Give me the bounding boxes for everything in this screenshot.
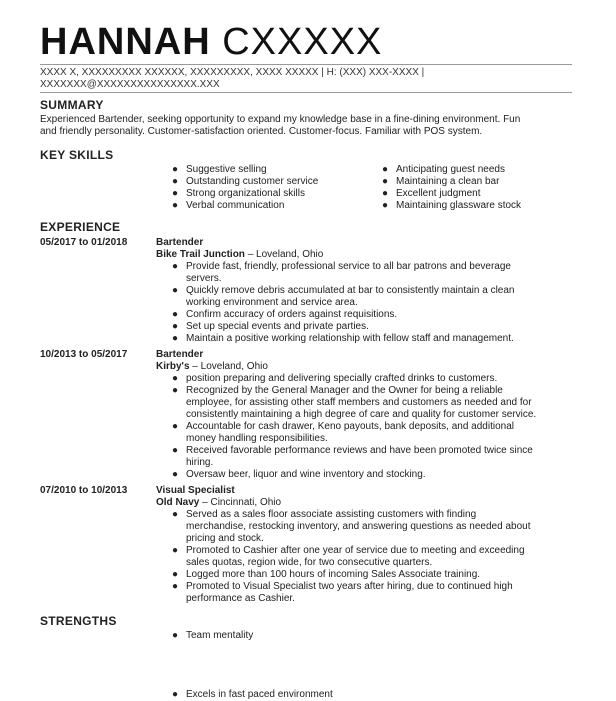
- strength-item: ● Team mentality: [172, 630, 254, 641]
- bullet-icon: ●: [172, 164, 179, 175]
- skill-item: ● Anticipating guest needs: [382, 164, 505, 175]
- job-bullet: ● Accountable for cash drawer, Keno payouts, bank deposits, and additional money handling responsibilities.: [172, 421, 514, 444]
- strengths-list: [172, 689, 572, 701]
- bullet-icon: ●: [172, 569, 179, 580]
- job-dates: 05/2017 to 01/2018: [40, 237, 128, 248]
- bullet-icon: ●: [172, 176, 179, 187]
- bullet-icon: ●: [172, 630, 179, 641]
- job-title: Bartender: [156, 349, 204, 360]
- bullet-icon: ●: [172, 545, 179, 556]
- contact-divider: [40, 92, 572, 93]
- job-employer: [156, 249, 323, 261]
- bullet-icon: ●: [172, 333, 179, 344]
- bullet-icon: ●: [382, 188, 389, 199]
- bullet-icon: ●: [382, 164, 389, 175]
- job-dates: 07/2010 to 10/2013: [40, 485, 128, 496]
- experience-heading: EXPERIENCE: [40, 220, 121, 234]
- job-bullet: ● Received favorable performance reviews and have been promoted twice since hiring.: [172, 445, 533, 468]
- summary-heading: SUMMARY: [40, 98, 104, 112]
- job-bullet: ● Provide fast, friendly, professional service to all bar patrons and beverage servers.: [172, 261, 511, 284]
- job-bullet: ● Oversaw beer, liquor and wine inventory and stocking.: [172, 469, 426, 480]
- job-bullet: ● Promoted to Cashier after one year of service due to meeting and exceeding sales quotas, region wide, for two consecutive quarters.: [172, 545, 525, 568]
- skill-item: ● Excellent judgment: [382, 188, 481, 199]
- bullet-icon: ●: [382, 200, 389, 211]
- job-bullets: [172, 261, 572, 345]
- summary-line: and friendly personality. Customer-satisfaction oriented. Customer-focus. Familiar with POS system.: [40, 126, 483, 137]
- job-employer: [156, 497, 281, 509]
- skill-item: ● Verbal communication: [172, 200, 285, 211]
- strengths-heading: STRENGTHS: [40, 614, 117, 628]
- job-bullet: ● Confirm accuracy of orders against requisitions.: [172, 309, 398, 320]
- strength-item: ● Excels in fast paced environment: [172, 689, 333, 700]
- job-title: Bartender: [156, 237, 204, 248]
- contact-line-2: XXXXXXX@XXXXXXXXXXXXXXX.XXX: [40, 79, 220, 90]
- summary-text: [40, 114, 580, 138]
- job-title: Visual Specialist: [156, 485, 235, 496]
- job-location: Cincinnati, Ohio: [210, 497, 282, 508]
- bullet-icon: ●: [172, 469, 179, 480]
- last-name: CXXXXX: [222, 21, 383, 63]
- bullet-icon: ●: [172, 689, 179, 700]
- job-bullet: ● position preparing and delivering specially crafted drinks to customers.: [172, 373, 498, 384]
- skill-item: ● Maintaining a clean bar: [382, 176, 500, 187]
- dash: –: [202, 497, 208, 508]
- bullet-icon: ●: [172, 285, 179, 296]
- job-bullet: ● Quickly remove debris accumulated at bar to consistently maintain a clean working environment and service area.: [172, 285, 515, 308]
- bullet-icon: ●: [172, 261, 179, 272]
- bullet-icon: ●: [172, 421, 179, 432]
- job-bullet: ● Set up special events and private parties.: [172, 321, 369, 332]
- dash: –: [247, 249, 254, 260]
- job-bullet: ● Recognized by the General Manager and the Owner for being a reliable employee, for assisting other staff members and customers as needed and for consistently maintaining a high degree of care and quality for customer service.: [172, 385, 537, 420]
- skill-item: ● Outstanding customer service: [172, 176, 319, 187]
- key-skills-heading: KEY SKILLS: [40, 148, 114, 162]
- first-name: HANNAH: [40, 21, 211, 63]
- job-dates: 10/2013 to 05/2017: [40, 349, 128, 360]
- company-name: Kirby's: [156, 361, 190, 372]
- skill-item: ● Suggestive selling: [172, 164, 267, 175]
- bullet-icon: ●: [172, 373, 179, 384]
- skill-item: ● Strong organizational skills: [172, 188, 305, 199]
- bullet-icon: ●: [172, 509, 179, 520]
- dash: –: [192, 361, 198, 372]
- bullet-icon: ●: [172, 385, 179, 396]
- bullet-icon: ●: [172, 445, 179, 456]
- job-bullet: ● Promoted to Visual Specialist two years after hiring, due to continued high performance as Cashier.: [172, 581, 513, 604]
- job-employer: [156, 361, 268, 373]
- job-bullet: ● Logged more than 100 hours of incoming Sales Associate training.: [172, 569, 481, 580]
- job-location: Loveland, Ohio: [200, 361, 268, 372]
- strengths-list: [172, 630, 572, 642]
- job-bullet: ● Maintain a positive working relationship with fellow staff and management.: [172, 333, 514, 344]
- bullet-icon: ●: [172, 321, 179, 332]
- job-bullet: ● Served as a sales floor associate assisting customers with finding merchandise, restocking inventory, and answering questions as needed about pricing and stock.: [172, 509, 531, 544]
- company-name: Old Navy: [156, 497, 200, 508]
- job-bullets: [172, 509, 572, 605]
- job-location: Loveland, Ohio: [256, 249, 324, 260]
- company-name: Bike Trail Junction: [156, 249, 245, 260]
- candidate-name: [40, 20, 382, 64]
- bullet-icon: ●: [172, 309, 179, 320]
- bullet-icon: ●: [172, 581, 179, 592]
- bullet-icon: ●: [172, 200, 179, 211]
- contact-line-1: XXXX X, XXXXXXXXX XXXXXX, XXXXXXXXX, XXXX XXXXX | H: (XXX) XXX-XXXX |: [40, 67, 425, 78]
- skills-column-1: [172, 164, 372, 212]
- skills-column-2: [382, 164, 582, 212]
- bullet-icon: ●: [382, 176, 389, 187]
- skill-item: ● Maintaining glassware stock: [382, 200, 522, 211]
- bullet-icon: ●: [172, 188, 179, 199]
- summary-line: Experienced Bartender, seeking opportunity to expand my knowledge base in a fine-dining environment. Fun: [40, 114, 521, 125]
- job-bullets: [172, 373, 572, 481]
- header-divider: [40, 64, 572, 65]
